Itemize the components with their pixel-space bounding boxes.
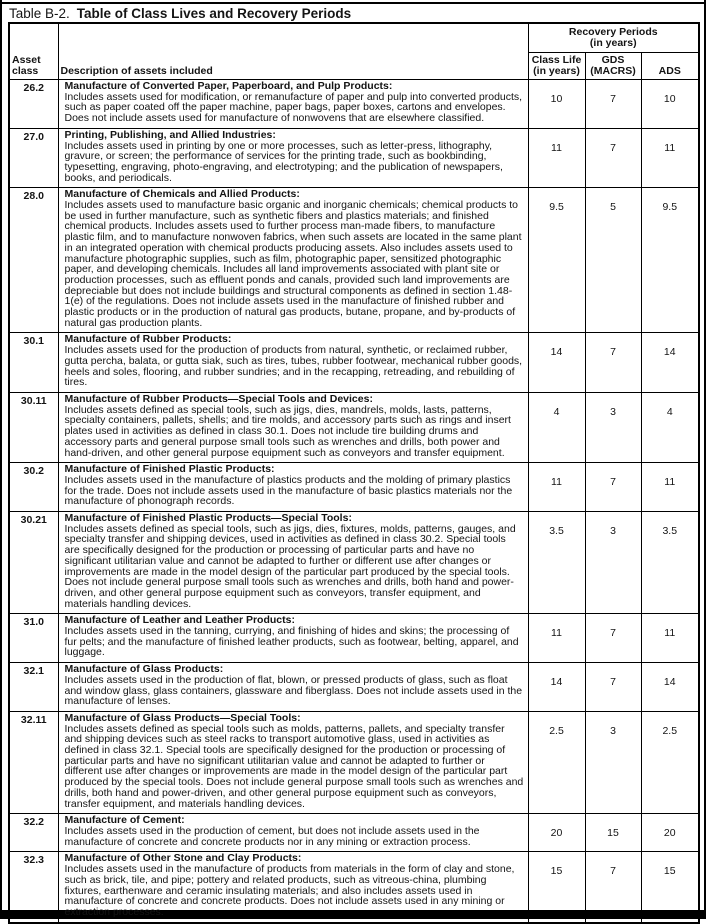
page-edge-left (0, 0, 2, 919)
asset-class-cell: 32.3 (9, 852, 58, 923)
class-life-value-cell: 14 (528, 333, 585, 393)
header-asset-class-line1: Asset (12, 54, 41, 66)
asset-category-title: Manufacture of Converted Paper, Paperboard, and Pulp Products: (64, 80, 393, 92)
class-life-value-cell: 10 (528, 80, 585, 129)
description-cell (58, 614, 528, 663)
asset-category-title: Manufacture of Chemicals and Allied Products: (64, 188, 300, 201)
asset-description-text: Includes assets defined as special tools, such as jigs, dies, fixtures, molds, patterns, gauges, and specialty transfer and shipping devices, used in activities as defined in class 30.2. Special tools are specifically designed for the production or processing of particular parts and have no significant utilitarian value and cannot be adapted to further or different use after changes or improvements are made in the model design of the particular part produced by the special tools. Does not include general purpose small tools such as wrenches and drills, both hand and power-driven, and other general purpose equipment such as conveyors, transfer equipment, and materials handling devices. (64, 522, 516, 610)
description-cell (58, 392, 528, 462)
class-life-value-cell: 11 (528, 614, 585, 663)
asset-description-text: Includes assets defined as special tools, such as jigs, dies, mandrels, molds, lasts, patterns, specialty containers, pallets, shells; and tire molds, and accessory parts such as rings and insert plates used in activities as defined in class 30.1. Does not include tire building drums and accessory parts and general purpose small tools such as wrenches and drills, both power and hand-driven, and other general purpose equipment such as conveyors and transfer equipment. (64, 403, 511, 459)
header-asset-class-line2: class (12, 65, 39, 77)
asset-category-title: Manufacture of Leather and Leather Products: (64, 614, 295, 627)
gds-value-cell: 7 (585, 463, 641, 512)
ads-value-cell: 4 (641, 392, 699, 462)
asset-category-title: Manufacture of Finished Plastic Products—Special Tools: (64, 512, 352, 525)
asset-category-title: Manufacture of Glass Products—Special Tools: (64, 711, 301, 724)
table-title (9, 6, 351, 21)
table-row (9, 188, 699, 333)
asset-category-title: Manufacture of Glass Products: (64, 663, 224, 676)
asset-description-text: Includes assets used in printing by one or more processes, such as letter-press, lithography, gravure, or screen; the performance of services for the printing trade, such as bookbinding, typesetting, engraving, photo-engraving, and electrotyping; and the publication of newspapers, books, and periodicals. (64, 139, 503, 184)
ads-value-cell: 3.5 (641, 512, 699, 614)
description-cell (58, 512, 528, 614)
asset-class-cell: 26.2 (9, 80, 58, 129)
ads-value-cell: 20 (641, 814, 699, 852)
asset-description-text: Includes assets used in the manufacture of products from materials in the form of clay and stone, such as brick, tile, and pipe; pottery and related products, such as vitreous-china, plumbing fixtures, earthenware and ceramic insulating materials; and also includes assets used in manufacture of concrete and concrete products. Does not include assets used in any mining or extraction processes. (64, 863, 515, 918)
asset-category-title: Manufacture of Finished Plastic Products: (64, 463, 275, 476)
asset-category-title: Manufacture of Rubber Products: (64, 333, 232, 346)
header-gds (585, 53, 641, 80)
description-cell (58, 852, 528, 923)
gds-value-cell: 5 (585, 188, 641, 333)
asset-class-cell: 30.11 (9, 392, 58, 462)
asset-class-cell: 32.11 (9, 711, 58, 813)
asset-description-text: Includes assets used for the production of products from natural, synthetic, or reclaimed rubber, gutta percha, balata, or gutta siak, such as tires, tubes, rubber footwear, mechanical rubber goods, heels and soles, flooring, and rubber sundries; and in the recapping, retreading, and rebuilding of tires. (64, 344, 523, 389)
ads-value-cell: 11 (641, 614, 699, 663)
gds-value-cell: 7 (585, 614, 641, 663)
ads-value-cell: 11 (641, 128, 699, 188)
table-row (9, 852, 699, 923)
table-row (9, 463, 699, 512)
ads-value-cell: 10 (641, 80, 699, 129)
class-life-value-cell: 11 (528, 128, 585, 188)
table-row (9, 392, 699, 462)
title-top-rule (0, 2, 706, 4)
description-cell (58, 80, 528, 129)
table-body (9, 80, 699, 923)
asset-class-cell: 32.2 (9, 814, 58, 852)
table-title-text: Table of Class Lives and Recovery Periods (76, 6, 352, 21)
table-row (9, 80, 699, 129)
ads-value-cell: 9.5 (641, 188, 699, 333)
header-asset-class (9, 23, 58, 80)
gds-value-cell: 15 (585, 814, 641, 852)
asset-category-title: Manufacture of Rubber Products—Special Tools and Devices: (64, 392, 373, 405)
description-cell (58, 463, 528, 512)
asset-description-text: Includes assets used in the manufacture of plastics products and the molding of primary plastics for the trade. Does not include assets used in the manufacture of basic plastics materials nor the manufacture of phonograph records. (64, 473, 513, 508)
header-recovery-line2: (in years) (589, 37, 637, 49)
asset-description-text: Includes assets used for modification, or remanufacture of paper and pulp into converted products, such as paper coated off the paper machine, paper bags, paper boxes, cartons and envelopes. Does not include assets used for manufacture of nonwovens that are elsewhere classified. (64, 90, 523, 125)
asset-description-text: Includes assets used in the tanning, currying, and finishing of hides and skins; the processing of fur pelts; and the manufacture of finished leather products, such as footwear, belting, apparel, and luggage. (64, 625, 519, 659)
header-ads: ADS (641, 53, 699, 80)
table-row (9, 663, 699, 712)
description-cell (58, 663, 528, 712)
table-header (9, 23, 699, 80)
asset-class-cell: 30.21 (9, 512, 58, 614)
gds-value-cell: 7 (585, 663, 641, 712)
header-recovery-line1: Recovery Periods (568, 26, 658, 38)
asset-description-text: Includes assets used to manufacture basic organic and inorganic chemicals; chemical products to be used in further manufacture, such as synthetic fibers and plastics materials; and finished chemical products. Includes assets used to further process man-made fibers, to manufacture plastic film, and to manufacture nonwoven fabrics, when such assets are located in the same plant in an integrated operation with chemical products producing assets. Also includes assets used to manufacture photographic supplies, such as film, photographic paper, sensitized photographic paper, and developing chemicals. Includes all land improvements associated with plant site or production processes, such as effluent ponds and canals, provided such land improvements are depreciable but does not include buildings and structural components as defined in section 1.48-1(e) of the regulations. Does not include assets used in the manufacture of finished rubber and plastic products or in the production of natural gas products, butane, propane, and by-products of natural gas production plants. (64, 199, 522, 329)
ads-value-cell: 14 (641, 663, 699, 712)
header-gds-line2: (MACRS) (590, 65, 636, 77)
ads-value-cell: 15 (641, 852, 699, 923)
description-cell (58, 188, 528, 333)
gds-value-cell: 3 (585, 512, 641, 614)
class-life-value-cell: 2.5 (528, 711, 585, 813)
asset-class-cell: 30.2 (9, 463, 58, 512)
class-lives-table (8, 22, 700, 924)
description-cell (58, 814, 528, 852)
description-cell (58, 333, 528, 393)
table-row (9, 814, 699, 852)
table-row (9, 512, 699, 614)
description-cell (58, 711, 528, 813)
class-life-value-cell: 14 (528, 663, 585, 712)
class-life-value-cell: 3.5 (528, 512, 585, 614)
header-class-life (528, 53, 585, 80)
gds-value-cell: 3 (585, 711, 641, 813)
class-life-value-cell: 4 (528, 392, 585, 462)
class-life-value-cell: 11 (528, 463, 585, 512)
header-class-life-line2: (in years) (533, 65, 580, 77)
asset-category-title: Manufacture of Cement: (64, 814, 185, 827)
description-cell (58, 128, 528, 188)
asset-description-text: Includes assets defined as special tools such as molds, patterns, pallets, and specialty transfer and shipping devices such as steel racks to transport automotive glass, used in activities as defined in class 32.1. Special tools are specifically designed for the production or processing of particular parts and have no significant utilitarian value and cannot be adapted to further or different use after changes or improvements are made in the model design of the particular part produced by the special tools. Does not include general purpose small tools such as wrenches and drills, both hand and power-driven, and other general purpose equipment such as conveyors, transfer equipment, and materials handling devices. (64, 722, 524, 810)
class-life-value-cell: 15 (528, 852, 585, 923)
asset-category-title: Manufacture of Other Stone and Clay Products: (64, 852, 302, 865)
class-life-value-cell: 20 (528, 814, 585, 852)
gds-value-cell: 7 (585, 80, 641, 129)
table-row (9, 333, 699, 393)
table-number: Table B-2. (9, 6, 70, 21)
gds-value-cell: 7 (585, 128, 641, 188)
asset-class-cell: 32.1 (9, 663, 58, 712)
table-row (9, 711, 699, 813)
asset-description-text: Includes assets used in the production of cement, but does not include assets used in the manufacture of concrete and concrete products nor in any mining or extraction process. (64, 825, 480, 848)
table-row (9, 128, 699, 188)
asset-class-cell: 28.0 (9, 188, 58, 333)
table-row (9, 614, 699, 663)
asset-class-cell: 30.1 (9, 333, 58, 393)
gds-value-cell: 3 (585, 392, 641, 462)
header-class-life-line1: Class Life (531, 54, 582, 66)
gds-value-cell: 7 (585, 333, 641, 393)
header-gds-line1: GDS (601, 54, 625, 66)
header-description: Description of assets included (58, 23, 528, 80)
ads-value-cell: 11 (641, 463, 699, 512)
asset-category-title: Printing, Publishing, and Allied Industries: (64, 128, 276, 141)
ads-value-cell: 2.5 (641, 711, 699, 813)
header-recovery-periods (528, 23, 699, 53)
asset-description-text: Includes assets used in the production of flat, blown, or pressed products of glass, such as float and window glass, glass containers, glassware and fiberglass. Does not include assets used in the manufacture of lenses. (64, 673, 523, 708)
ads-value-cell: 14 (641, 333, 699, 393)
gds-value-cell: 7 (585, 852, 641, 923)
class-life-value-cell: 9.5 (528, 188, 585, 333)
asset-class-cell: 31.0 (9, 614, 58, 663)
asset-class-cell: 27.0 (9, 128, 58, 188)
